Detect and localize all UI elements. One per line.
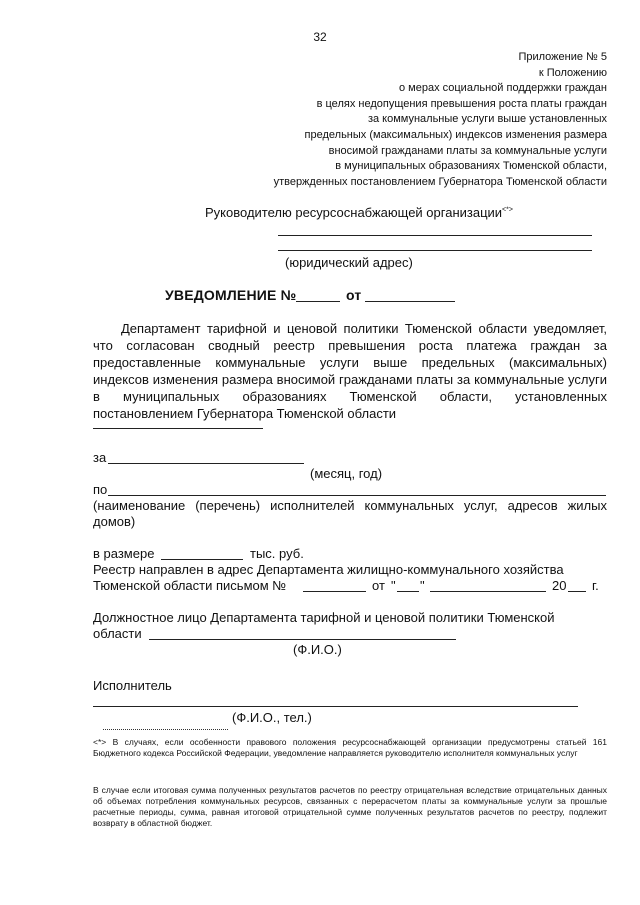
by-label: по <box>93 482 108 497</box>
official-line2: области <box>93 626 142 641</box>
amount-line <box>161 559 243 560</box>
appendix-line: в муниципальных образованиях Тюменской области, <box>335 160 607 173</box>
official-caption: (Ф.И.О.) <box>293 642 342 657</box>
footnote-separator <box>103 729 228 730</box>
executor-line <box>93 706 578 707</box>
notice-from: от <box>346 287 362 303</box>
registry-from: от <box>372 578 385 593</box>
executor-label: Исполнитель <box>93 678 172 693</box>
official-text: Должностное лицо Департамента тарифной и ценовой политики Тюменской <box>93 610 555 625</box>
addressee <box>205 205 513 220</box>
footnote-first: <*> В случаях, если особенности правового положения ресурсоснабжающей организации предусмотрены статьей 161 Бюджетного кодекса Российской Федерации, уведомление направляется руководителю исполнителя коммунальных услуг <box>93 737 607 758</box>
official-name-line <box>149 639 456 640</box>
addressee-name-line <box>278 235 592 236</box>
by-caption: (наименование (перечень) исполнителей коммунальных услуг, адресов жилых домов) <box>93 498 607 529</box>
registry-day-line <box>397 591 419 592</box>
amount-unit: тыс. руб. <box>250 546 304 561</box>
registry-year-suffix: г. <box>592 578 599 593</box>
period-line <box>108 463 304 464</box>
appendix-line: в целях недопущения превышения роста платы граждан <box>316 97 607 110</box>
appendix-line: за коммунальные услуги выше установленных <box>367 113 607 126</box>
notice-title: УВЕДОМЛЕНИЕ № <box>165 287 297 303</box>
executor-caption: (Ф.И.О., тел.) <box>232 710 312 725</box>
appendix-line: утвержденных постановлением Губернатора Тюменской области <box>273 175 607 188</box>
registry-letter-number-line <box>303 591 366 592</box>
by-line <box>108 495 606 496</box>
period-label: за <box>93 450 107 465</box>
registry-letter-label: Тюменской области письмом № <box>93 578 287 593</box>
body-continuation-line <box>93 428 263 429</box>
registry-year-prefix: 20 <box>552 578 567 593</box>
appendix-header <box>207 50 607 190</box>
appendix-line: Приложение № 5 <box>518 51 607 63</box>
registry-quote-open: " <box>391 578 396 593</box>
registry-month-line <box>430 591 546 592</box>
period-caption: (месяц, год) <box>310 466 383 481</box>
addressee-footnote-mark: <*> <box>502 206 513 214</box>
footnote-second: В случае если итоговая сумма полученных результатов расчетов по реестру отрицательная вследствие отрицательных данных об объемах потребления коммунальных ресурсов, связанных с перерасчетом платы за коммунальные услуги за прошлые расчетные периоды, сумма, равная итоговой отрицательной сумме полученных результатов расчетов по реестру, подлежит возврату в областной бюджет. <box>93 785 607 828</box>
registry-quote-close: " <box>420 578 425 593</box>
addressee-text: Руководителю ресурсоснабжающей организации <box>205 205 503 220</box>
appendix-line: предельных (максимальных) индексов изменения размера <box>304 128 607 141</box>
registry-year-line <box>568 591 586 592</box>
notice-date-line <box>365 301 455 302</box>
addressee-address-line <box>278 250 592 251</box>
notice-number-line <box>296 301 340 302</box>
appendix-line: к Положению <box>538 66 607 79</box>
appendix-line: вносимой гражданами платы за коммунальные услуги <box>328 144 607 157</box>
body-text: Департамент тарифной и ценовой политики Тюменской области уведомляет, что согласован сводный реестр превышения роста платежа граждан за предоставленные коммунальные услуги выше предельных (максимальных) индексов изменения размера вносимой гражданами платы за коммунальные услуги в муниципальных образованиях Тюменской области, установленных постановлением Губернатора Тюменской области <box>93 321 607 421</box>
body-paragraph <box>93 320 607 422</box>
legal-address-caption: (юридический адрес) <box>285 255 413 270</box>
registry-text: Реестр направлен в адрес Департамента жилищно-коммунального хозяйства <box>93 562 564 577</box>
page-number: 32 <box>313 30 327 44</box>
amount-label: в размере <box>93 546 155 561</box>
appendix-line: о мерах социальной поддержки граждан <box>399 82 607 95</box>
